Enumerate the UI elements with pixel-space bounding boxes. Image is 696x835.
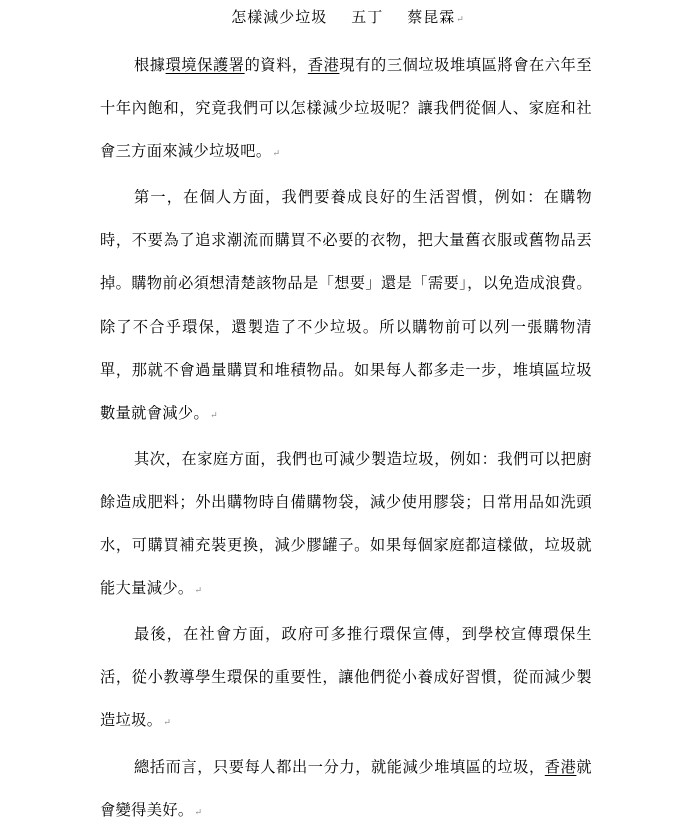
paragraph-text: 總括而言，只要每人都出一分力，就能減少堆填區的垃圾， [134, 757, 545, 776]
paragraph-intro [100, 44, 592, 176]
underlined-proper-noun: 環境保護署 [165, 56, 245, 74]
paragraph-mark-icon: ↵ [194, 807, 203, 818]
paragraph-society [100, 613, 592, 745]
paragraph-text: 現有的三個垃圾堆填區將會在六年至十年內飽和，究竟我們可以怎樣減少垃圾呢？讓我們從個人、家庭和社會三方面來減少垃圾吧。 [100, 56, 592, 161]
paragraph-mark-icon: ↵ [163, 718, 172, 729]
essay-title-line [0, 6, 696, 31]
paragraph-text: 第一，在個人方面，我們要養成良好的生活習慣，例如：在購物時，不要為了追求潮流而購買不必要的衣物，把大量舊衣服或舊物品丟掉。購物前必須想清楚該物品是「想要」還是「需要」，以免造成浪費。除了不合乎環保，還製造了不少垃圾。所以購物前可以列一張購物清單，那就不會過量購買和堆積物品。如果每人都多走一步，堆填區垃圾數量就會減少。 [100, 188, 592, 422]
paragraph-family [100, 438, 592, 613]
underlined-proper-noun: 香港 [544, 757, 577, 776]
paragraph-text: 其次，在家庭方面，我們也可減少製造垃圾，例如：我們可以把廚餘造成肥料；外出購物時自備購物袋，減少使用膠袋；日常用品如洗頭水，可購買補充裝更換，減少膠罐子。如果每個家庭都這樣做，垃圾就能大量減少。 [100, 449, 592, 598]
paragraph-mark-icon: ↵ [272, 149, 281, 160]
paragraph-mark-icon: ↵ [194, 586, 203, 597]
paragraph-text: 的資料， [244, 56, 308, 74]
paragraph-text: 就會變得美好。 [100, 757, 592, 819]
author-name: 蔡昆霖 [407, 8, 456, 26]
paragraph-personal [100, 176, 592, 438]
essay-title: 怎樣減少垃圾 [231, 8, 328, 26]
essay-body [100, 44, 592, 835]
underlined-proper-noun: 香港 [307, 56, 340, 74]
paragraph-text: 根據 [134, 56, 166, 74]
paragraph-mark-icon: ↵ [456, 15, 465, 25]
paragraph-mark-icon: ↵ [210, 410, 219, 421]
class-name: 五丁 [351, 8, 384, 26]
paragraph-text: 最後，在社會方面，政府可多推行環保宣傳，到學校宣傳環保生活，從小教導學生環保的重要性，讓他們從小養成好習慣，從而減少製造垃圾。 [100, 625, 592, 730]
paragraph-conclusion [100, 746, 592, 835]
